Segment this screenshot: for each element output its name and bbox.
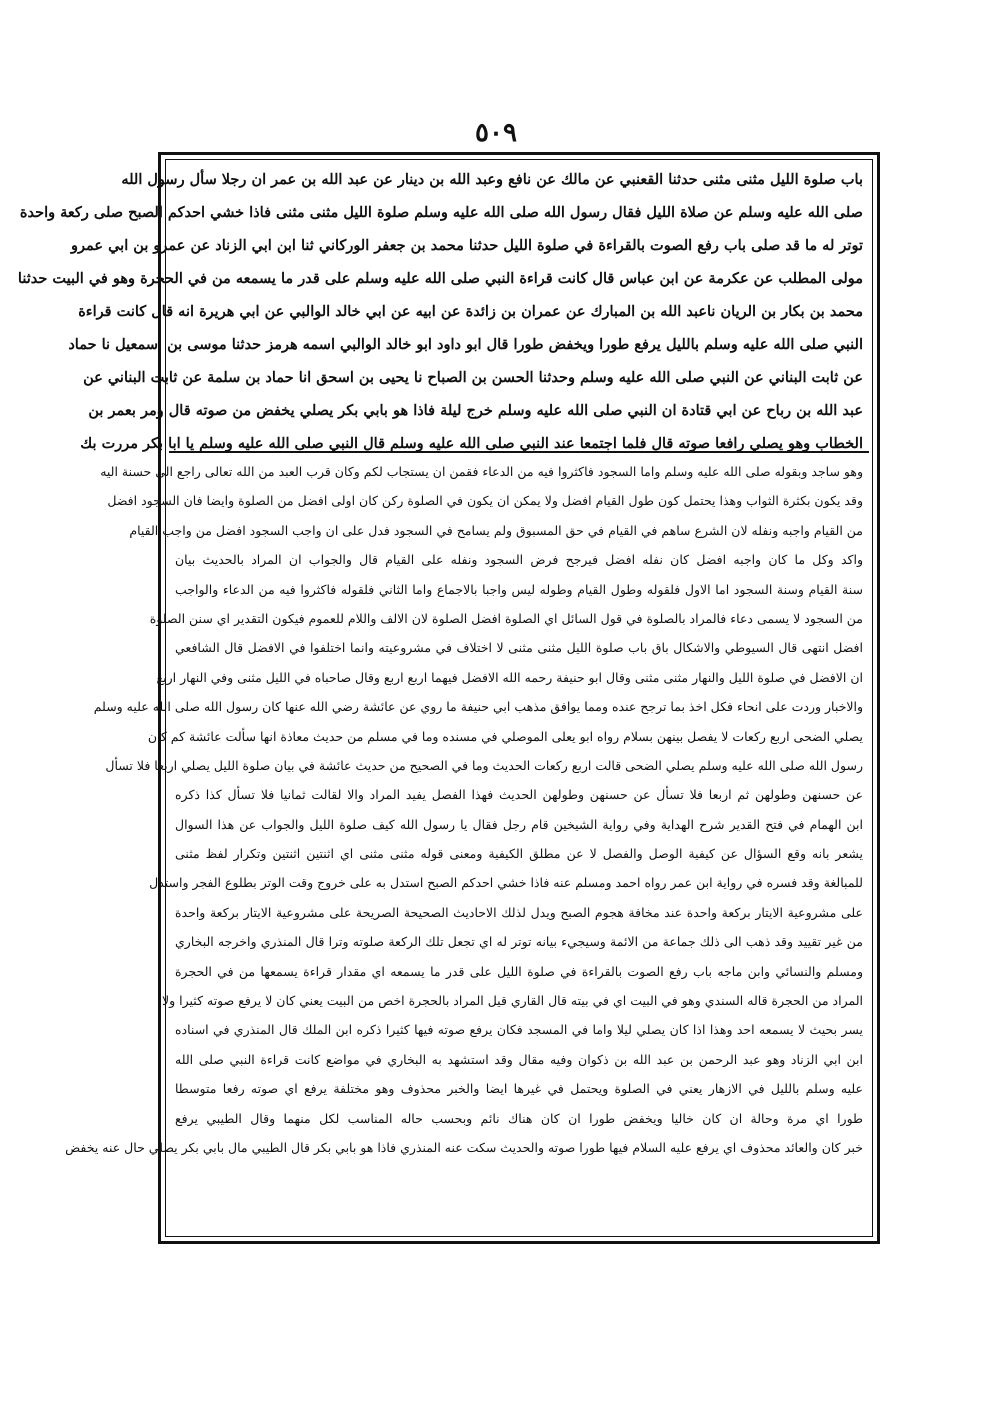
commentary-text-line: يشعر بانه وقع السؤال عن كيفية الوصل والفصل لا عن مطلق الكيفية ومعنى قوله مثنى مثنى اي اثنتين اثنتين وتكرار لفظ مثنى — [175, 846, 863, 862]
commentary-text-line: يسر بحيث لا يسمعه احد وهذا اذا كان يصلي ليلا واما في المسجد فكان يرفع صوته فيها كثيرا ذكره ابن الملك قال المنذري في اسناده — [175, 1022, 863, 1038]
hadith-text-line: الخطاب وهو يصلي رافعا صوته قال فلما اجتمعا عند النبي صلى الله عليه وسلم قال النبي صلى الله عليه وسلم يا ابا بكر مررت بك — [80, 435, 863, 452]
commentary-text-line: طورا اي مرة وحالة ان كان خاليا ويخفض طورا ان كان هناك نائم وبحسب حاله المناسب لكل منهما وقال الطيبي يرفع — [175, 1110, 863, 1126]
commentary-text-line: سنة القيام وسنة السجود اما الاول فلقوله وطول القيام وطوله ليس واجبا بالاجماع واما الثاني فلقوله فاكثروا فيه من الدعاء والواجب — [175, 581, 863, 597]
commentary-text-line: من السجود لا يسمى دعاء فالمراد بالصلوة في قول السائل اي الصلوة افضل الصلوة لان الالف واللام للعموم فيكون التقدير اي سنن الصلوة — [149, 610, 863, 626]
hadith-text-line: باب صلوة الليل مثنى مثنى حدثنا القعنبي عن مالك عن نافع وعبد الله بن دينار عن عبد الله بن عمر ان رجلا سأل رسول الله — [121, 171, 863, 188]
commentary-text-line: ابن ابي الزناد وهو عبد الرحمن بن عبد الله بن ذكوان وفيه مقال وقد استشهد به البخاري في مواضع كانت قراءة النبي صلى الله — [175, 1051, 863, 1067]
commentary-text-line: عن حسنهن وطولهن ثم اربعا فلا تسأل عن حسنهن وطولهن الحديث فهذا الفصل يفيد المراد والا لقالت ثمانيا فلا تسأل كذا ذكره — [175, 787, 863, 803]
hadith-text-line: مولى المطلب عن عكرمة عن ابن عباس قال كانت قراءة النبي صلى الله عليه وسلم على قدر ما يسمعه من في الحجرة وهو في البيت حدثنا — [17, 270, 863, 287]
hadith-text-line: توتر له ما قد صلى باب رفع الصوت بالقراءة في صلوة الليل حدثنا محمد بن جعفر الوركاني ثنا ابن ابي الزناد عن عمرو بن ابي عمرو — [71, 237, 863, 254]
commentary-text-line: على مشروعية الايتار بركعة واحدة عند مخافة هجوم الصبح ويدل لذلك الاحاديث الصحيحة الصريحة على مشروعية الايتار بركعة واحدة — [175, 904, 863, 920]
commentary-text-line: ابن الهمام في فتح القدير شرح الهداية وفي رواية الشيخين قام رجل فقال يا رسول الله كيف صلوة الليل والجواب عن هذا السوال — [175, 816, 863, 832]
commentary-text-line: ان الافضل في صلوة الليل والنهار مثنى مثنى وقال ابو حنيفة رحمه الله الافضل فيهما اربع اربع وقال صاحباه في الليل مثنى وفي النهار اربع — [156, 669, 863, 685]
commentary-text-line: افضل انتهى قال السيوطي والاشكال باق باب صلوة الليل مثنى مثنى لا اختلاف في مشروعيته وانما اختلفوا في الافضل قال الشافعي — [175, 640, 863, 656]
commentary-text-line: يصلي الضحى اربع ركعات لا يفصل بينهن بسلام رواه ابو يعلى الموصلي في مسنده وما في مسلم من حديث معاذة انها سألت عائشة كم كان — [147, 728, 863, 744]
commentary-text-line: عليه وسلم بالليل في الازهار يعني في الصلوة ويحتمل في غيرها ايضا والخبر محذوف وهو مختلفة يرفع اي صوته رفعا متوسطا — [175, 1081, 863, 1097]
commentary-text-line: من القيام واجبه ونفله لان الشرع ساهم في القيام في حق المسبوق ولم يسامح في السجود فدل على ان واجب السجود افضل من واجب القيام — [129, 522, 863, 538]
hadith-text-line: عبد الله بن رباح عن ابي قتادة ان النبي صلى الله عليه وسلم خرج ليلة فاذا هو بابي بكر يصلي يخفض من صوته قال ومر بعمر بن — [88, 402, 863, 419]
commentary-text-line: واكد وكل ما كان واجبه افضل كان نفله افضل فيرجح فرض السجود ونفله على القيام قال والجواب ان المراد بالحديث بيان — [175, 552, 863, 568]
hadith-text-line: محمد بن بكار بن الريان ناعبد الله بن المبارك عن عمران بن زائدة عن ابيه عن ابي خالد الوالبي عن ابي هريرة انه قال كانت قراءة — [78, 303, 863, 320]
commentary-text-line: وهو ساجد وبقوله صلى الله عليه وسلم واما السجود فاكثروا فيه من الدعاء فقمن ان يستجاب لكم وكان قرب العبد من الله تعالى راجع الى حسنة اليه — [100, 464, 863, 479]
hadith-lines — [17, 163, 869, 460]
commentary-text-line: للمبالغة وقد فسره في رواية ابن عمر رواه احمد ومسلم عنه فاذا خشي احدكم الصبح استدل به على خروج وقت الوتر بطلوع الفجر واستدل — [149, 875, 863, 891]
commentary-text-line: والاخبار وردت على انحاء فكل اخذ بما ترجح عنده ومما يوافق مذهب ابي حنيفة ما روي عن عائشة رضي الله عنها كان رسول الله صلى الله عليه وسلم — [93, 699, 863, 715]
hadith-text-line: صلى الله عليه وسلم عن صلاة الليل فقال رسول الله صلى الله عليه وسلم صلوة الليل مثنى مثنى فاذا خشي احدكم الصبح صلى ركعة واحدة — [19, 204, 863, 221]
hadith-text-block — [17, 163, 869, 453]
commentary-text-line: خبر كان والعائد محذوف اي يرفع عليه السلام فيها طورا صوته والحديث سكت عنه المنذري فاذا هو بابي بكر قال الطيبي مال بابي بكر يصلي حال عنه يخفض — [65, 1139, 863, 1155]
page-frame — [17, 152, 880, 1244]
commentary-text-line: رسول الله صلى الله عليه وسلم يصلي الضحى قالت اربع ركعات الحديث وما في الصحيح من حديث عائشة في بيان صلوة الليل يصلي اربعا فلا تسأل — [105, 757, 863, 773]
commentary-text-line: المراد من الحجرة قاله السندي وهو في البيت اي في بيته قال القاري قيل المراد بالحجرة اخص من البيت يعني كان لا يرفع صوته كثيرا ولا — [162, 993, 863, 1009]
commentary-text-line: ومسلم والنسائي وابن ماجه باب رفع الصوت بالقراءة في صلوة الليل على قدر ما يسمعه اي مقدار قراءة يسمعها من في الحجرة — [175, 963, 863, 979]
hadith-text-line: عن ثابت البناني عن النبي صلى الله عليه وسلم وحدثنا الحسن بن الصباح نا يحيى بن اسحق انا حماد بن سلمة عن ثابت البناني عن — [83, 369, 863, 386]
commentary-text-line: من غير تقييد وقد ذهب الى ذلك جماعة من الائمة وسيجيء بيانه توتر له اي تجعل تلك الركعة صلوته وترا قال المنذري واخرجه البخاري — [175, 934, 863, 950]
commentary-lines — [65, 457, 869, 1162]
hadith-text-line: النبي صلى الله عليه وسلم بالليل يرفع طورا ويخفض طورا قال ابو داود ابو خالد الوالبي اسمه هرمز حدثنا موسى بن اسمعيل نا حماد — [68, 336, 863, 353]
commentary-text-line: وقد يكون بكثرة الثواب وهذا يحتمل كون طول القيام افضل ولا يمكن ان يكون في الصلوة ركن كان اولى افضل من الصلوة وايضا فان السجود افضل — [107, 493, 863, 509]
commentary-text-block — [65, 457, 869, 1233]
page-number: ٥٠٩ — [475, 118, 517, 148]
